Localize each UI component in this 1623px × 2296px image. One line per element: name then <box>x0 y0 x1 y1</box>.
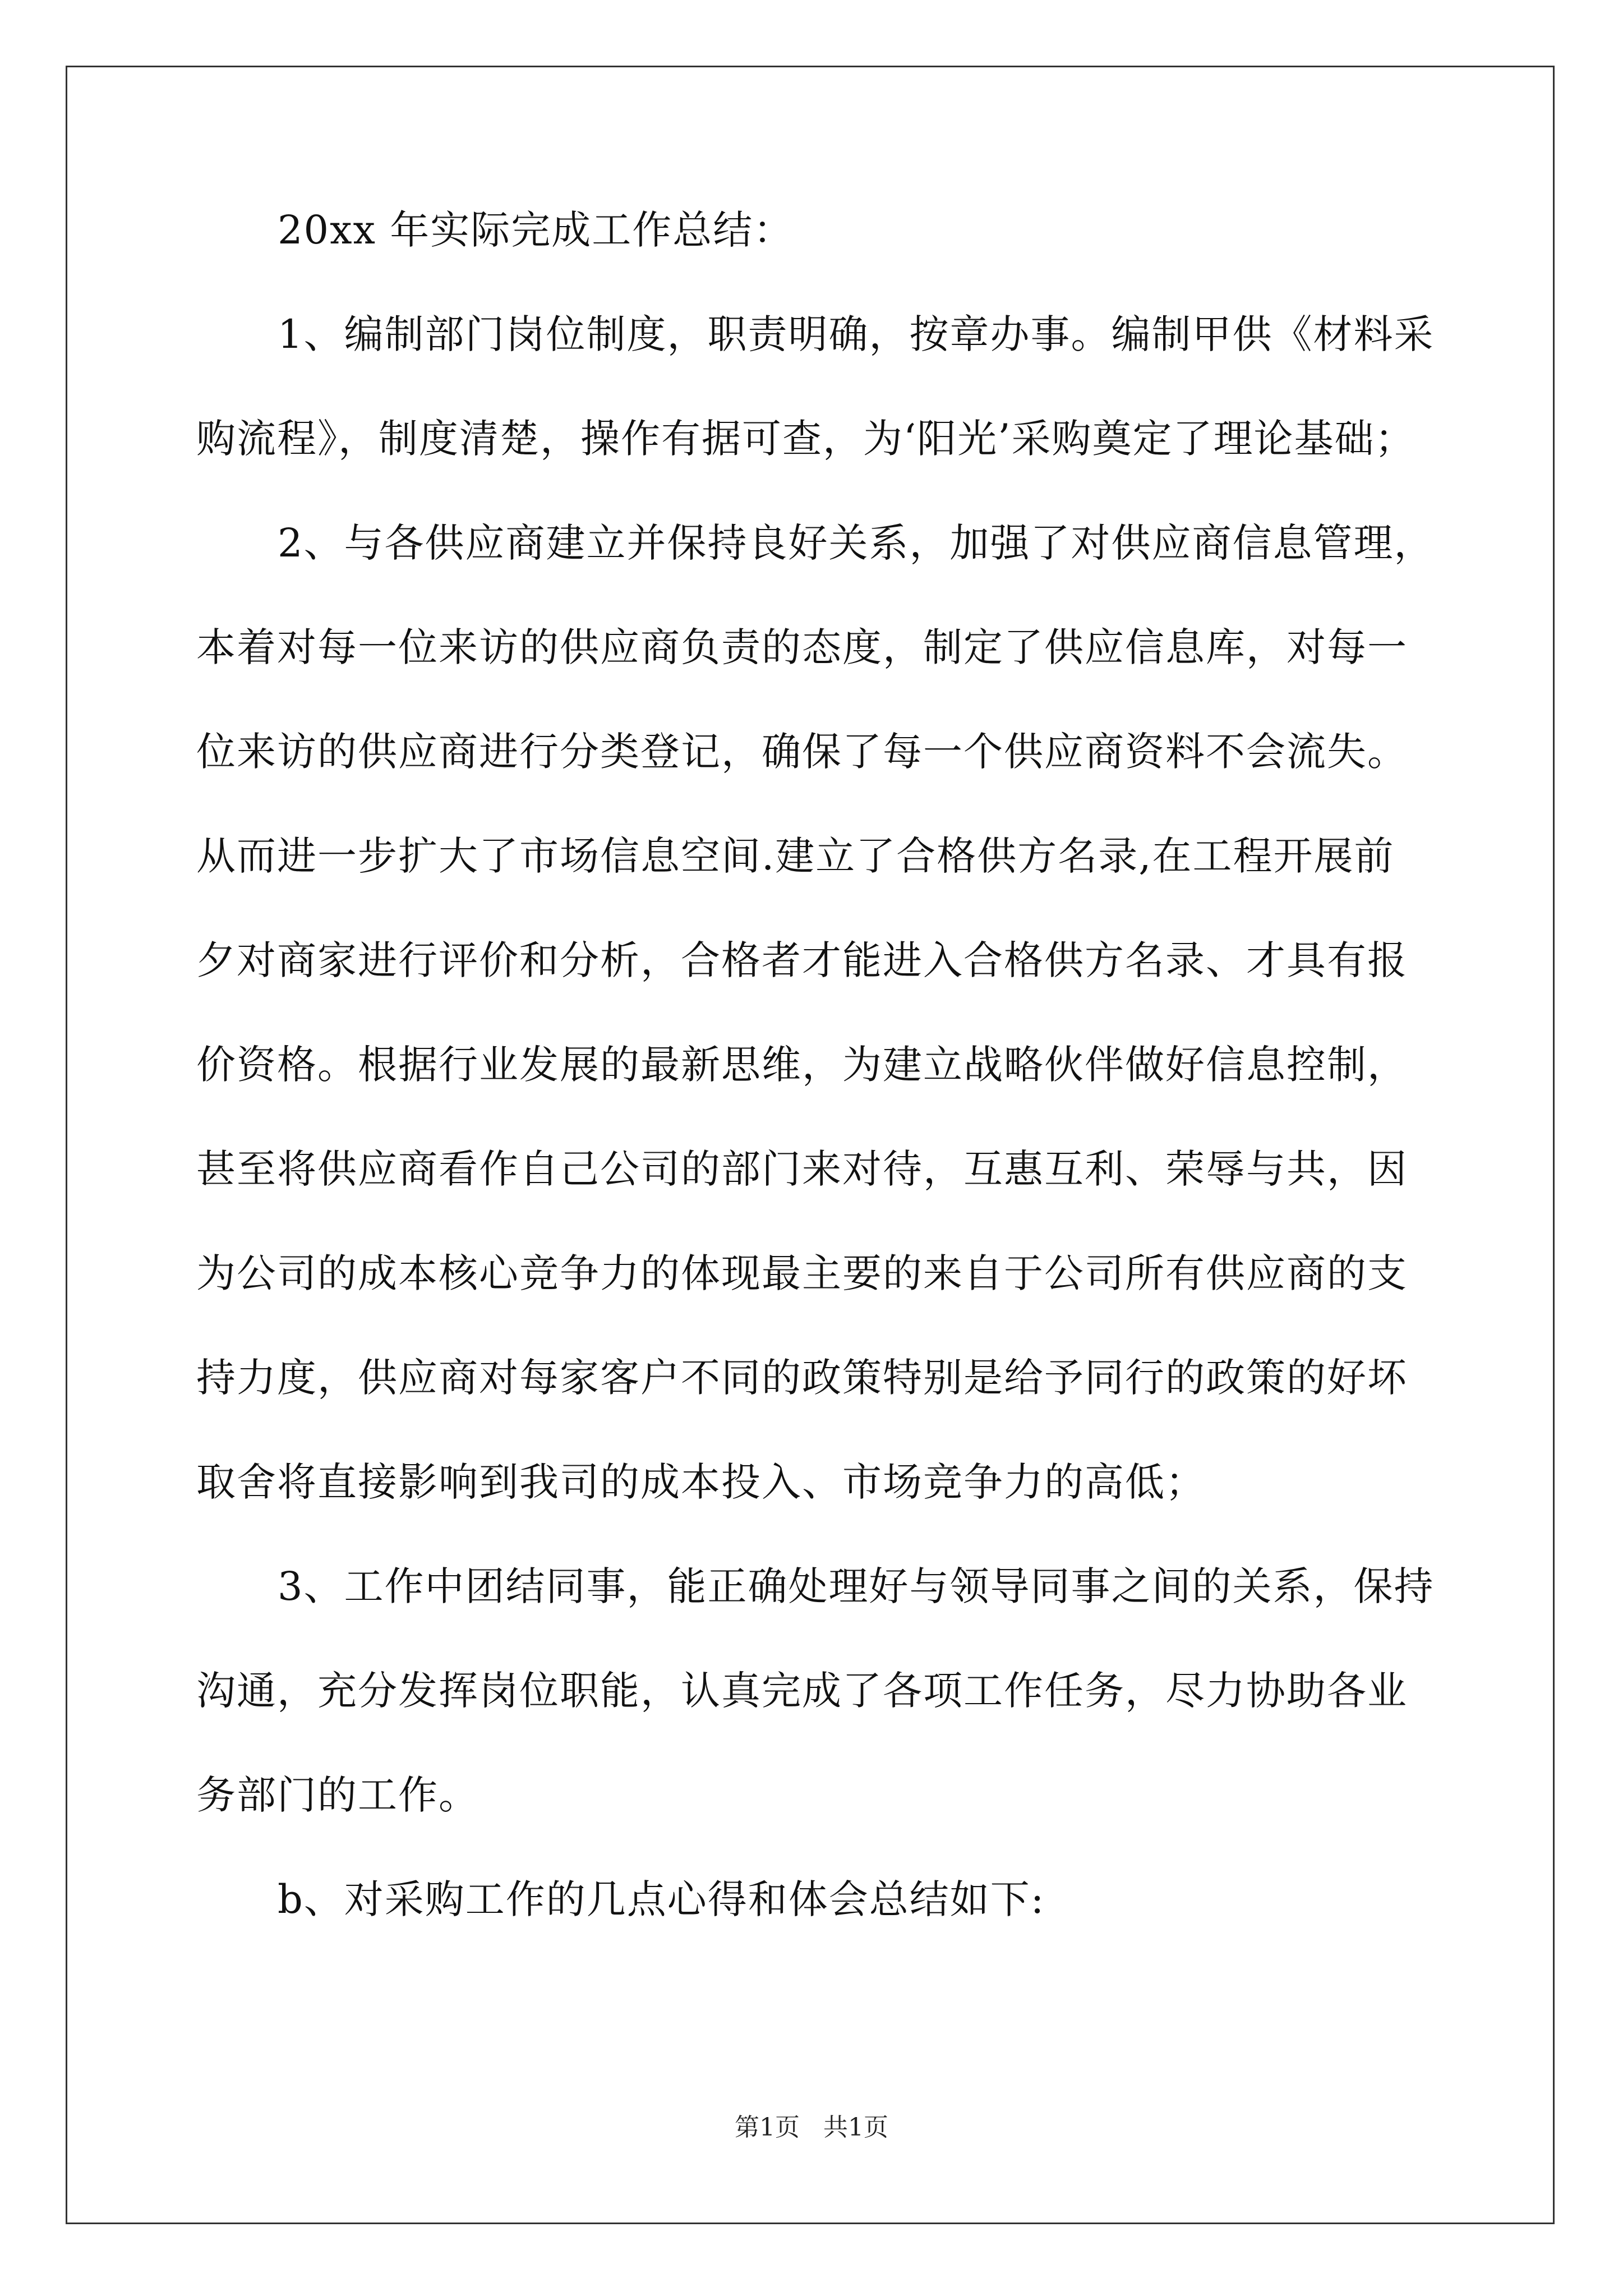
paragraph-3-line-3: 务部门的工作。 <box>196 1772 479 1818</box>
document-body <box>196 202 1464 1976</box>
paragraph-3-line-1: 3、工作中团结同事，能正确处理好与领导同事之间的关系，保持 <box>278 1563 1435 1609</box>
paragraph-2-line-4: 从而进一步扩大了市场信息空间.建立了合格供方名录,在工程开展前 <box>196 833 1395 879</box>
section-heading: 20xx 年实际完成工作总结： <box>278 207 794 253</box>
page-number-current: 第1页 <box>735 2113 800 2142</box>
paragraph-2-line-3: 位来访的供应商进行分类登记，确保了每一个供应商资料不会流失。 <box>196 729 1408 775</box>
page-number-total: 共1页 <box>823 2113 888 2142</box>
paragraph-1-line-1: 1、编制部门岗位制度，职责明确，按章办事。编制甲供《材料采 <box>278 311 1435 357</box>
page-footer <box>0 2111 1623 2145</box>
paragraph-2-line-6: 价资格。根据行业发展的最新思维，为建立战略伙伴做好信息控制， <box>196 1042 1408 1088</box>
paragraph-3-line-2: 沟通，充分发挥岗位职能，认真完成了各项工作任务，尽力协助各业 <box>196 1668 1408 1714</box>
subsection-heading: b、对采购工作的几点心得和体会总结如下: <box>278 1876 1045 1922</box>
paragraph-2-line-7: 甚至将供应商看作自己公司的部门来对待，互惠互利、荣辱与共，因 <box>196 1146 1408 1192</box>
paragraph-2-line-8: 为公司的成本核心竞争力的体现最主要的来自于公司所有供应商的支 <box>196 1250 1408 1296</box>
paragraph-2-line-10: 取舍将直接影响到我司的成本投入、市场竞争力的高低； <box>196 1459 1206 1505</box>
paragraph-2-line-5: 夕对商家进行评价和分析，合格者才能进入合格供方名录、才具有报 <box>196 937 1408 983</box>
paragraph-2-line-9: 持力度，供应商对每家客户不同的政策特别是给予同行的政策的好坏 <box>196 1355 1408 1401</box>
paragraph-1-line-2: 购流程》，制度清楚，操作有据可查，为‘阳光’采购奠定了理论基础； <box>196 416 1415 462</box>
paragraph-2-line-2: 本着对每一位来访的供应商负责的态度，制定了供应信息库，对每一 <box>196 624 1408 670</box>
paragraph-2-line-1: 2、与各供应商建立并保持良好关系，加强了对供应商信息管理， <box>278 520 1435 566</box>
